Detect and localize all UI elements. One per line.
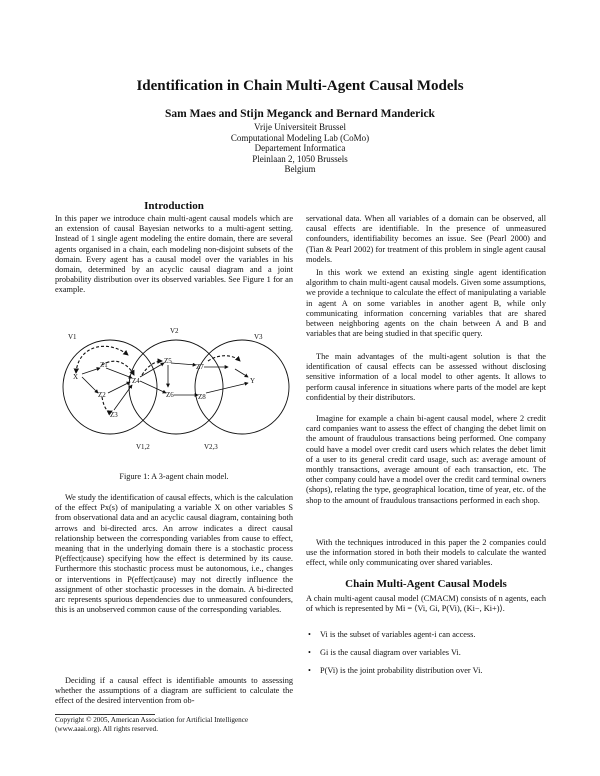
figure-1 [58, 325, 294, 460]
intro-paragraph-3: Deciding if a causal effect is identifiable amounts to assessing whether the assumptions of a diagram are sufficient to calculate the effect of the desired intervention from ob- [55, 676, 293, 706]
label-v2: V2 [170, 327, 179, 335]
bullet-icon: • [308, 666, 311, 676]
label-v12: V1,2 [136, 443, 150, 451]
node-z3: Z3 [110, 411, 118, 419]
label-v1: V1 [68, 333, 77, 341]
paper-title: Identification in Chain Multi-Agent Causal Models [136, 78, 464, 94]
right-paragraph-5: With the techniques introduced in this paper the 2 companies could use the information stored in both their models to calculate the wanted effect, while only communicating over shared variables. [306, 538, 546, 568]
cmacm-heading: Chain Multi-Agent Causal Models [345, 578, 507, 590]
intro-paragraph-2: We study the identification of causal effects, which is the calculation of the effect Px(s) of manipulating a variable X on other variables S from observational data and an acyclic causal diagram, containing both arrows and bi-directed arcs. An arrow indicates a direct causal relationship between the corresponding variables from cause to effect, meaning that in the underlying domain there is a stochastic process P(effect|cause) specifying how the effect is determined by its cause. Furthermore this stochastic process must be autonomous, i.e., changes or interventions in P(effect|cause) may not directly influence the assignment of other stochastic processes in the domain. A bi-directed arc represents spurious dependencies due to unmeasured confounders, this is an unobserved common cause of the corresponding variables. [55, 493, 293, 615]
node-z8: Z8 [198, 393, 206, 401]
node-x: X [73, 373, 79, 381]
node-y: Y [250, 377, 256, 385]
affiliation-line: Belgium [284, 164, 316, 175]
node-z6: Z6 [166, 391, 174, 399]
chain-model-diagram [58, 325, 294, 460]
node-z2: Z2 [98, 391, 106, 399]
node-z7: Z7 [196, 363, 204, 371]
node-z1: Z1 [100, 361, 108, 369]
figure-caption: Figure 1: A 3-agent chain model. [119, 472, 229, 481]
cmacm-paragraph: A chain multi-agent causal model (CMACM) consists of n agents, each of which is represented by Mi = ⟨Vi, Gi, P(Vi), (Ki−, Ki+)⟩. [306, 594, 546, 614]
list-item-text: Vi is the subset of variables agent-i can access. [320, 630, 476, 639]
right-paragraph-1: servational data. When all variables of a domain can be observed, all causal effects are identifiable. In the presence of unmeasured confounders, identifiability becomes an issue. See (Pearl 2000) and (Tian & Pearl 2002) for treatment of this problem in single agent causal models. [306, 214, 546, 264]
paper-authors: Sam Maes and Stijn Meganck and Bernard Manderick [165, 108, 435, 120]
bullet-icon: • [308, 648, 311, 658]
list-item-text: Gi is the causal diagram over variables Vi. [320, 648, 461, 658]
affiliation-line: Departement Informatica [254, 143, 346, 154]
label-v23: V2,3 [204, 443, 218, 451]
list-item [306, 648, 546, 658]
right-paragraph-4: Imagine for example a chain bi-agent causal model, where 2 credit card companies want to assess the effect of changing the debet limit on the amount of fraudulous transactions being performed. One company could have a model over credit card users which relates the debet limit of a user to its general credit card usage, such as: average amount of monthly transactions, average amount of each transaction, etc. The other company could have a model over the credit card terminal owners (shops), relating the type, geographical location, time of year, etc. of the shop to the amount of fraudulous transactions performed in each shop. [306, 414, 546, 505]
node-z4: Z4 [132, 377, 140, 385]
right-paragraph-3: The main advantages of the multi-agent solution is that the identification of causal effects can be assessed without disclosing sensitive information of a local model to other agents. It allows to perform causal inference in situations where parts of the model are kept confidential by their distributors. [306, 352, 546, 402]
list-item-text: P(Vi) is the joint probability distribution over Vi. [320, 666, 483, 676]
node-z5: Z5 [164, 357, 172, 365]
cmacm-definition-list [306, 630, 546, 685]
list-item [306, 630, 546, 640]
footnote-rule [55, 714, 155, 715]
intro-heading: Introduction [144, 200, 204, 212]
label-v3: V3 [254, 333, 263, 341]
affiliation-line: Computational Modeling Lab (CoMo) [230, 132, 370, 143]
copyright-notice: Copyright © 2005, American Association for Artificial Intelligence (www.aaai.org). All rights reserved. [55, 716, 249, 733]
bullet-icon: • [308, 630, 311, 639]
affiliation-line: Vrije Universiteit Brussel [254, 122, 346, 132]
intro-paragraph-1: In this paper we introduce chain multi-agent causal models which are an extension of causal Bayesian networks to a multi-agent setting. Instead of 1 single agent modeling the entire domain, there are several agents organised in a chain, each modeling non-disjoint subsets of the domain. Every agent has a causal model over the variables in his domain, determined by an acyclic causal diagram and a joint probability distribution over its observed variables. See Figure 1 for an example. [55, 214, 293, 295]
right-paragraph-2: In this work we extend an existing single agent identification algorithm to chain multi-agent causal models. Given some assumptions, we provide a technique to calculate the effect of manipulating a variable in agent A on some variables in another agent B, while only communicating information concerning variables that are shared between neighboring agents on the chain between A and B and variables that are being studied in that specific query. [306, 268, 546, 339]
affiliation-line: Pleinlaan 2, 1050 Brussels [252, 153, 348, 164]
list-item [306, 666, 546, 676]
affiliation [0, 122, 600, 175]
